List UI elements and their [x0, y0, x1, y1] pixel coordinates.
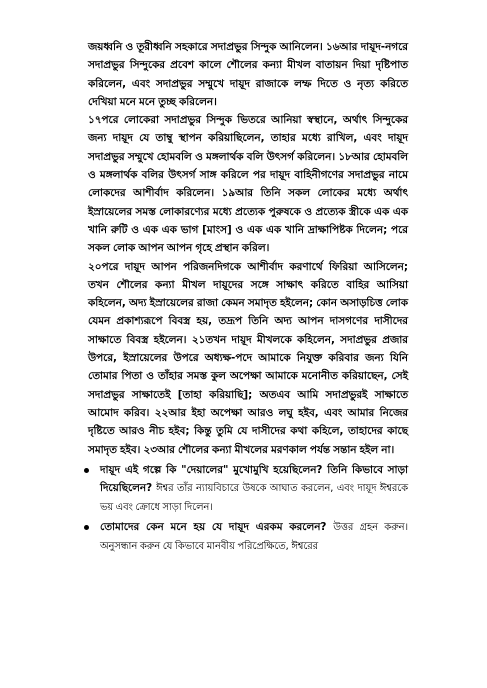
- answer-text: ঈশ্বর তাঁর ন্যায়বিচারে উষকে আঘাত করলেন, এবং দায়ূদ ঈশ্বরকে ভয় এবং ক্রোধে সাড়া দিলেন।: [100, 483, 408, 514]
- question-list: [88, 461, 408, 556]
- question-item: [88, 461, 408, 518]
- question-text: দায়ূদ এই গল্পে কি "দেয়ালের" মুখোমুখি হয়েছিলেন? তিনি কিভাবে সাড়া দিয়েছিলেন?: [100, 463, 408, 495]
- paragraph-2: ১৭পরে লোকেরা সদাপ্রভুর সিন্দুক ভিতরে আনিয়া স্বস্থানে, অর্থাৎ সিন্দুকের জন্য দায়ূদ যে তাম্বু স্থাপন করিয়াছিলেন, তাহার মধ্যে রাখিল, এবং দায়ূদ সদাপ্রভুর সম্মুখে হোমবলি ও মঙ্গলার্থক বলি উৎসর্গ করিলেন। ১৮আর হোমবলি ও মঙ্গলার্থক বলির উৎসর্গ সাঙ্গ করিলে পর দায়ূদ বাহিনীগণের সদাপ্রভুর নামে লোকদের আশীর্বাদ করিলেন। ১৯আর তিনি সকল লোকের মধ্যে অর্থাৎ ইস্রায়েলের সমস্ত লোকারণ্যের মধ্যে প্রত্যেক পুরুষকে ও প্রত্যেক স্ত্রীকে এক এক খানি রুটি ও এক এক ভাগ [মাংস] ও এক এক খানি দ্রাক্ষাপিষ্টক দিলেন; পরে সকল লোক আপন আপন গৃহে প্রস্থান করিল।: [88, 114, 408, 255]
- question-item: [88, 518, 408, 557]
- paragraph-3: ২০পরে দায়ূদ আপন পরিজনদিগকে আশীর্বাদ করণার্থে ফিরিয়া আসিলেন; তখন শৌলের কন্যা মীখল দায়ূদের সঙ্গে সাক্ষাৎ করিতে বাহির আসিয়া কহিলেন, অদ্য ইস্রায়েলের রাজা কেমন সমাদৃত হইলেন; কোন অসাড়চিত্ত লোক যেমন প্রকাশ্যরূপে বিবস্ত্র হয়, তদ্রূপ তিনি অদ্য আপন দাসগণের দাসীদের সাক্ষাতে বিবস্ত্র হইলেন। ২১তখন দায়ূদ মীখলকে কহিলেন, সদাপ্রভুর প্রজার উপরে, ইস্রায়েলের উপরে অধ্যক্ষ-পদে আমাকে নিযুক্ত করিবার জন্য যিনি তোমার পিতা ও তাঁহার সমস্ত কুল অপেক্ষা আমাকে মনোনীত করিয়াছেন, সেই সদাপ্রভুর সাক্ষাতেই [তাহা করিয়াছি]; অতএব আমি সদাপ্রভুরই সাক্ষাতে আমোদ করিব। ২২আর ইহা অপেক্ষা আরও লঘু হইব, এবং আমার নিজের দৃষ্টিতে আরও নীচ হইব; কিন্তু তুমি যে দাসীদের কথা কহিলে, তাহাদের কাছে সমাদৃত হইব। ২৩আর শৌলের কন্যা মীখলের মরণকাল পর্যন্ত সন্তান হইল না।: [88, 260, 408, 456]
- question-text: তোমাদের কেন মনে হয় যে দায়ূদ এরকম করলেন?: [100, 520, 334, 533]
- bullet-icon: [84, 468, 89, 473]
- paragraph-1: জয়ধ্বনি ও তূরীধ্বনি সহকারে সদাপ্রভুর সিন্দুক আনিলেন। ১৬আর দায়ূদ-নগরে সদাপ্রভুর সিন্দুকের প্রবেশ কালে শৌলের কন্যা মীখল বাতায়ন দিয়া দৃষ্টিপাত করিলেন, এবং সদাপ্রভুর সম্মুখে দায়ূদ রাজাকে লম্ফ দিতে ও নৃত্য করিতে দেখিয়া মনে মনে তুচ্ছ করিলেন।: [88, 41, 408, 108]
- answer-text: উত্তর গ্রহন করুন। অনুসন্ধান করুন যে কিভাবে মানবীয় পরিপ্রেক্ষিতে, ঈশ্বরের: [100, 521, 408, 553]
- document-page: [88, 38, 408, 658]
- bullet-icon: [84, 525, 89, 530]
